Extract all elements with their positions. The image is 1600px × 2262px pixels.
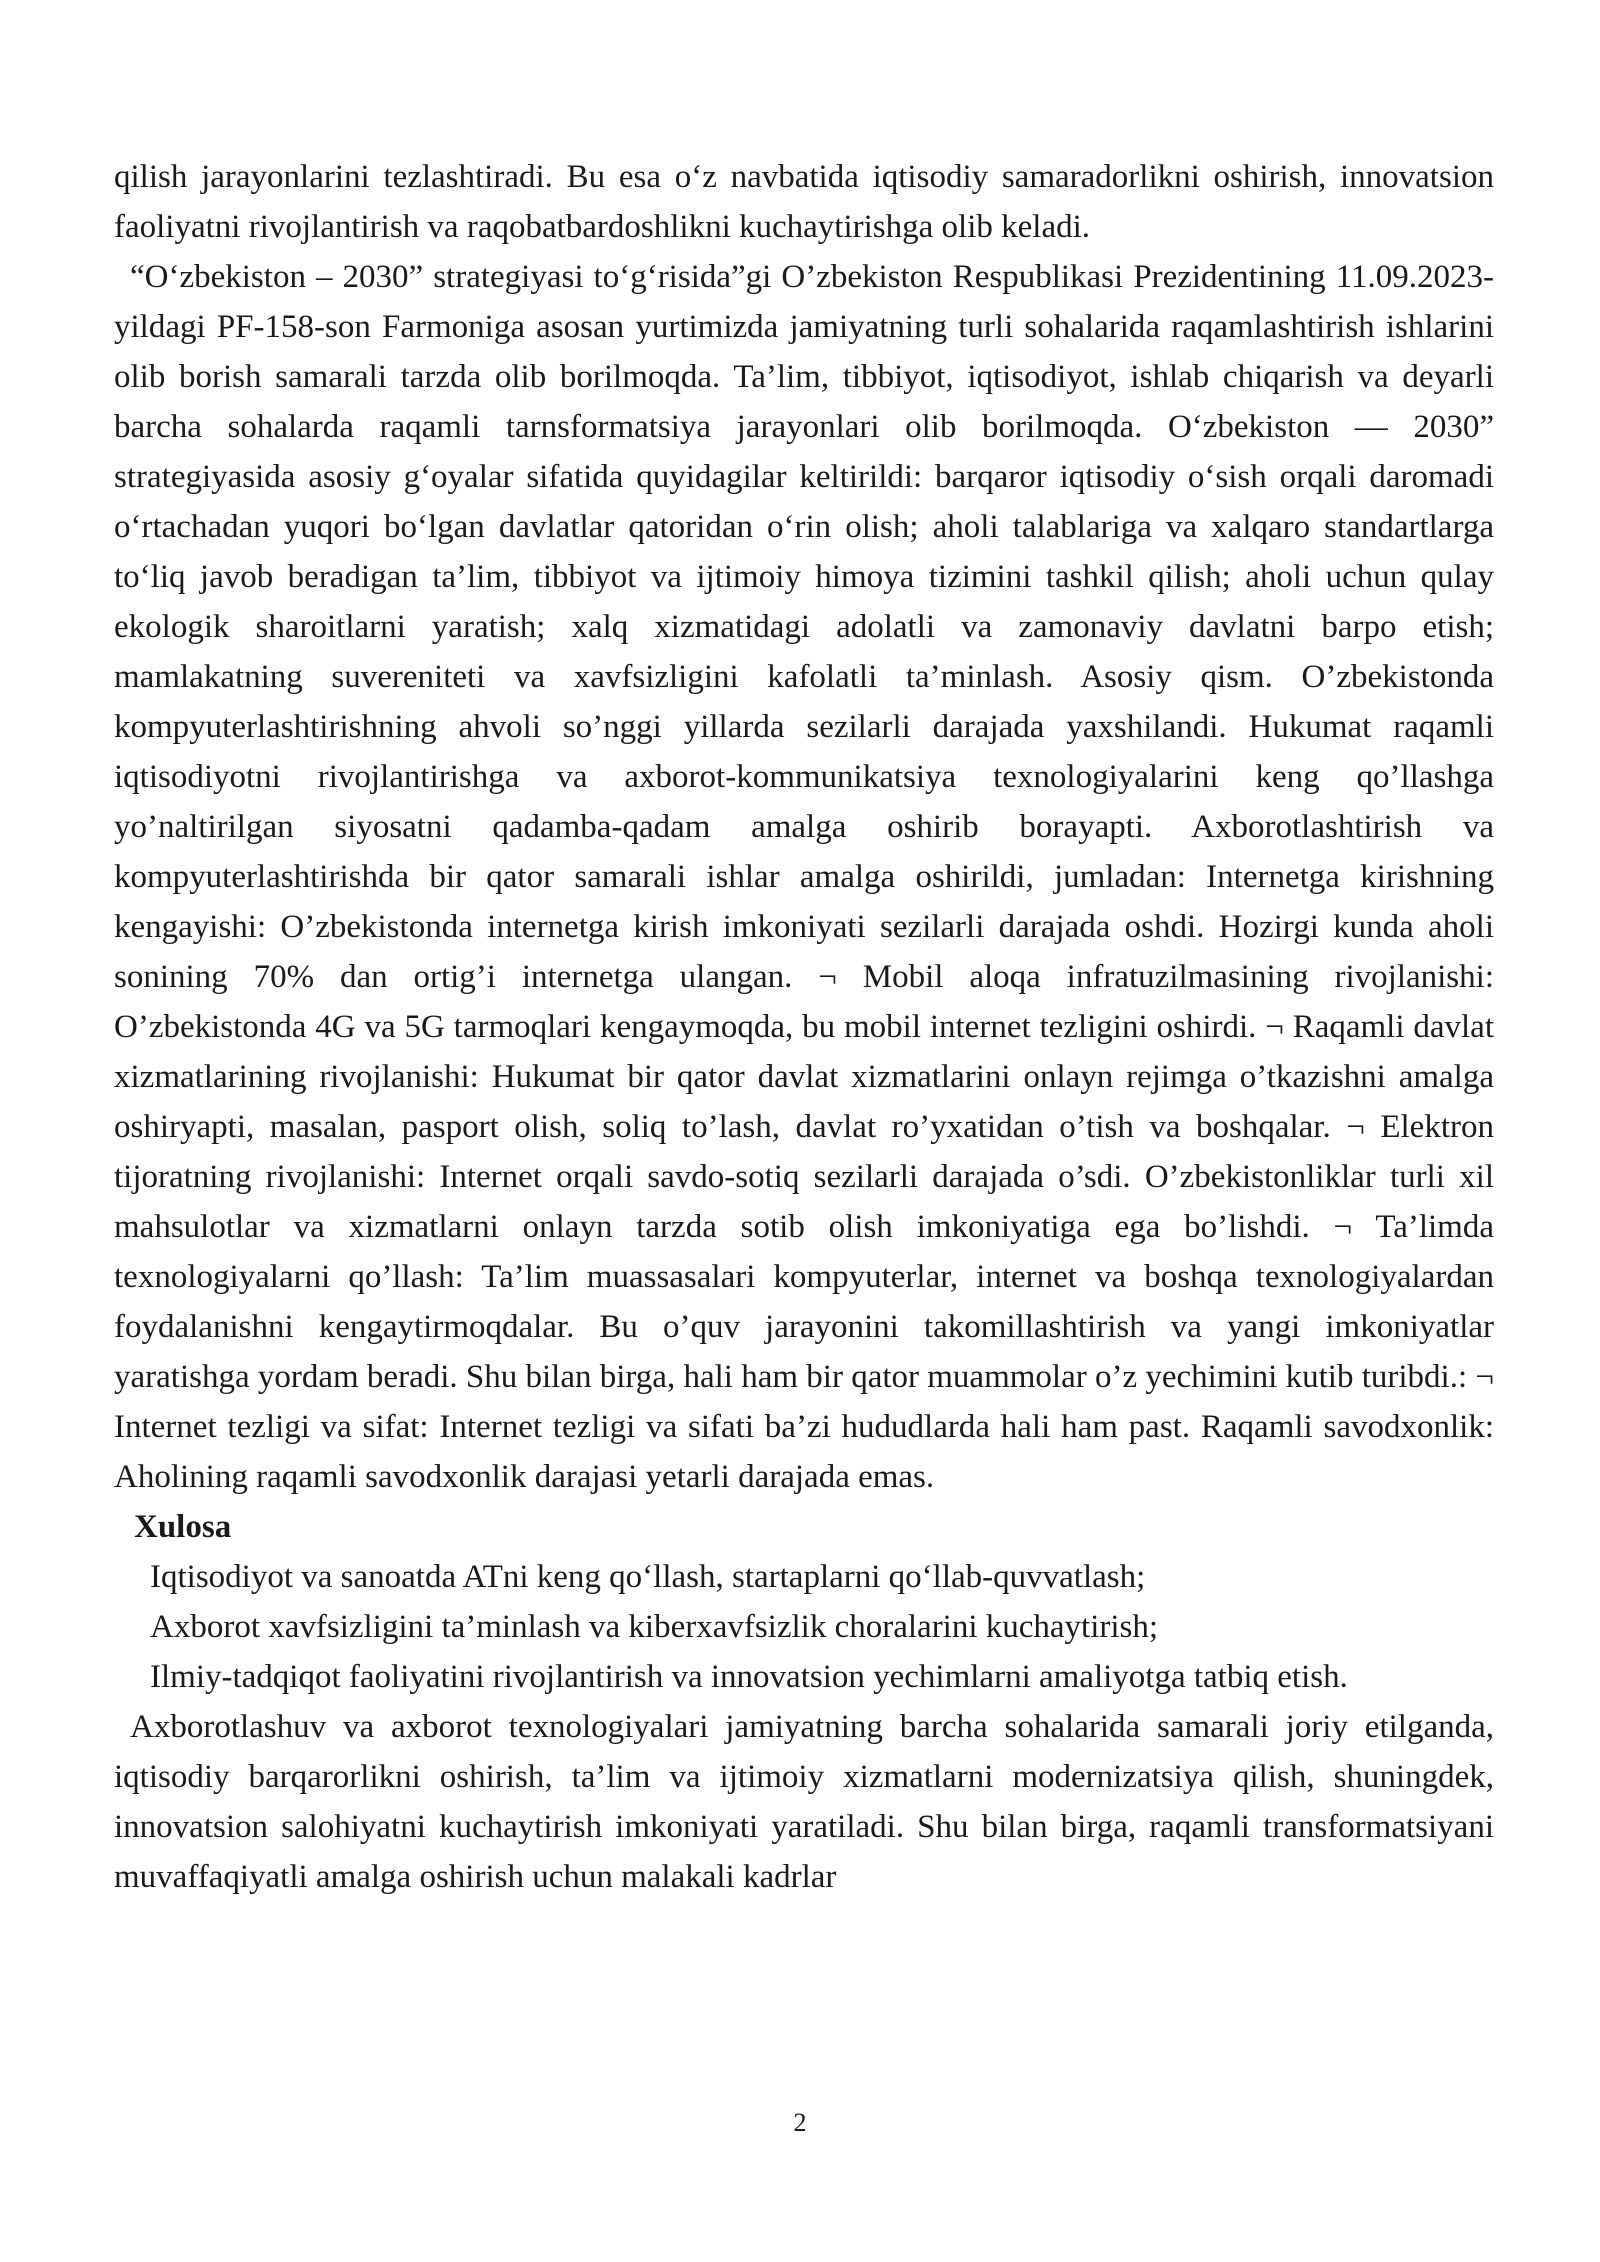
- body-paragraph-2: “O‘zbekiston – 2030” strategiyasi to‘g‘risida”gi O’zbekiston Respublikasi Prezidentining 11.09.2023-yildagi PF-158-son Farmoniga asosan yurtimizda jamiyatning turli sohalarida raqamlashtirish ishlarini olib borish samarali tarzda olib borilmoqda. Ta’lim, tibbiyot, iqtisodiyot, ishlab chiqarish va deyarli barcha sohalarda raqamli tarnsformatsiya jarayonlari olib borilmoqda. O‘zbekiston — 2030” strategiyasida asosiy g‘oyalar sifatida quyidagilar keltirildi: barqaror iqtisodiy o‘sish orqali daromadi o‘rtachadan yuqori bo‘lgan davlatlar qatoridan o‘rin olish; aholi talablariga va xalqaro standartlarga to‘liq javob beradigan ta’lim, tibbiyot va ijtimoiy himoya tizimini tashkil qilish; aholi uchun qulay ekologik sharoitlarni yaratish; xalq xizmatidagi adolatli va zamonaviy davlatni barpo etish; mamlakatning suvereniteti va xavfsizligini kafolatli ta’minlash. Asosiy qism. O’zbekistonda kompyuterlashtirishning ahvoli so’nggi yillarda sezilarli darajada yaxshilandi. Hukumat raqamli iqtisodiyotni rivojlantirishga va axborot-kommunikatsiya texnologiyalarini keng qo’llashga yo’naltirilgan siyosatni qadamba-qadam amalga oshirib borayapti. Axborotlashtirish va kompyuterlashtirishda bir qator samarali ishlar amalga oshirildi, jumladan: Internetga kirishning kengayishi: O’zbekistonda internetga kirish imkoniyati sezilarli darajada oshdi. Hozirgi kunda aholi sonining 70% dan ortig’i internetga ulangan. ¬ Mobil aloqa infratuzilmasining rivojlanishi: O’zbekistonda 4G va 5G tarmoqlari kengaymoqda, bu mobil internet tezligini oshirdi. ¬ Raqamli davlat xizmatlarining rivojlanishi: Hukumat bir qator davlat xizmatlarini onlayn rejimga o’tkazishni amalga oshiryapti, masalan, pasport olish, soliq to’lash, davlat ro’yxatidan o’tish va boshqalar. ¬ Elektron tijoratning rivojlanishi: Internet orqali savdo-sotiq sezilarli darajada o’sdi. O’zbekistonliklar turli xil mahsulotlar va xizmatlarni onlayn tarzda sotib olish imkoniyatiga ega bo’lishdi. ¬ Ta’limda texnologiyalarni qo’llash: Ta’lim muassasalari kompyuterlar, internet va boshqa texnologiyalardan foydalanishni kengaytirmoqdalar. Bu o’quv jarayonini takomillashtirish va yangi imkoniyatlar yaratishga yordam beradi. Shu bilan birga, hali ham bir qator muammolar o’z yechimini kutib turibdi.: ¬ Internet tezligi va sifat: Internet tezligi va sifati ba’zi hududlarda hali ham past. Raqamli savodxonlik: Aholining raqamli savodxonlik darajasi yetarli darajada emas.: [114, 259, 1494, 1495]
- conclusion-item-2: Axborot xavfsizligini ta’minlash va kiberxavfsizlik choralarini kuchaytirish;: [150, 1609, 1159, 1645]
- body-paragraph-1: qilish jarayonlarini tezlashtiradi. Bu esa o‘z navbatida iqtisodiy samaradorlikni oshirish, innovatsion faoliyatni rivojlantirish va raqobatbardoshlikni kuchaytirishga olib keladi.: [114, 159, 1494, 245]
- conclusion-item-3: Ilmiy-tadqiqot faoliyatini rivojlantirish va innovatsion yechimlarni amaliyotga tatbiq etish.: [150, 1659, 1348, 1695]
- closing-paragraph: Axborotlashuv va axborot texnologiyalari jamiyatning barcha sohalarida samarali joriy etilganda, iqtisodiy barqarorlikni oshirish, ta’lim va ijtimoiy xizmatlarni modernizatsiya qilish, shuningdek, innovatsion salohiyatni kuchaytirish imkoniyati yaratiladi. Shu bilan birga, raqamli transformatsiyani muvaffaqiyatli amalga oshirish uchun malakali kadrlar: [114, 1709, 1494, 1895]
- conclusion-heading: Xulosa: [134, 1509, 232, 1545]
- page-number: 2: [793, 2108, 807, 2137]
- conclusion-item-1: Iqtisodiyot va sanoatda ATni keng qo‘llash, startaplarni qo‘llab-quvvatlash;: [150, 1559, 1146, 1595]
- document-page: [114, 152, 1494, 1902]
